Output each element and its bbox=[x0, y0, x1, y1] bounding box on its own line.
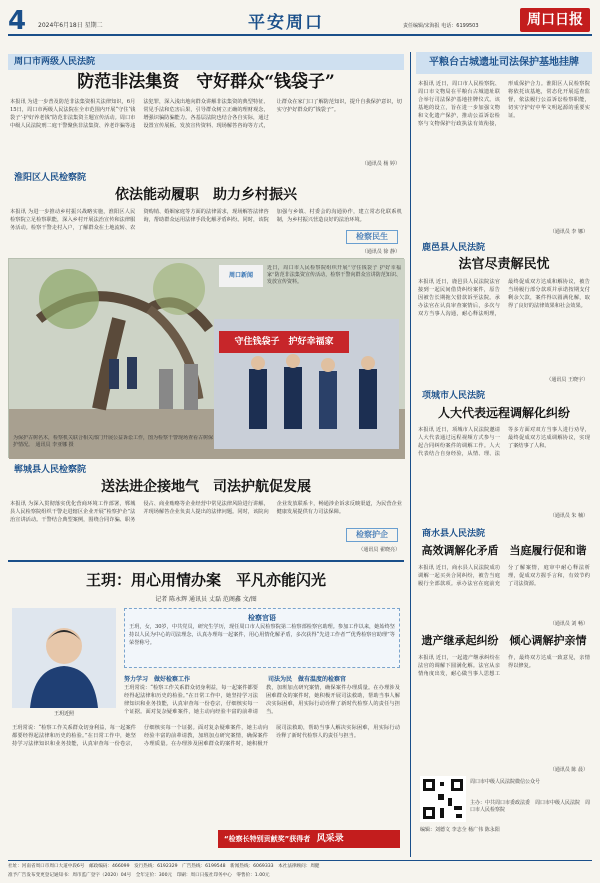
story7-body: 本报讯 近日，商水县人民法院成功调解一起买卖合同纠纷，被告当庭履行全部款项。承办法官在庭前充分了解案情，庭审中耐心释法析理，促成双方握手言和，有效节约了司法资源。 bbox=[418, 565, 590, 587]
feature-body: 王玥常说：“检察工作关系群众切身利益，每一起案件都要经得起法律和历史的检验。”在日常工作中，她坚持学习法律知识和业务技能，认真审查每一份卷宗，仔细核实每一个证据。面对复杂疑难案件，她主动向经验丰富的前辈请教，加班加点研究案情，确保案件办理质量。在办理涉及困难群众的案件时，她积极开展司法救助，帮助当事人解决实际困难，用实际行动诠释了新时代检察人的责任与担当。 bbox=[12, 725, 400, 747]
section-title: 平安周口 bbox=[248, 13, 324, 33]
story3-byline: （通讯员 翟晓亮） bbox=[358, 547, 400, 553]
feature-title: 王玥：用心用情办案 平凡亦能闪光 bbox=[85, 571, 326, 589]
story4-byline: （通讯员 李 娜） bbox=[549, 229, 588, 235]
masthead bbox=[8, 6, 592, 36]
banner-text: 守住钱袋子 护好幸福家 bbox=[234, 337, 334, 347]
qr-code bbox=[420, 776, 466, 822]
feature-byline: 记者 陈永辉 通讯员 丈磊 范阁鑫 文/图 bbox=[155, 596, 257, 603]
story1-byline: （通讯员 杨 婷） bbox=[361, 161, 400, 167]
paper-logo: 周口日报 bbox=[520, 8, 590, 32]
quote-body: 王玥，女，30岁，中共党员，研究生学历，现任周口市人民检察院第二检察部检察官助理。参加工作以来，她始终坚持以人民为中心的司法理念，认真办理每一起案件，用心用情化解矛盾，多次获得“先进工作者”“优秀检察官助理”等荣誉称号。 bbox=[129, 624, 395, 646]
story2-title: 依法能动履职 助力乡村振兴 bbox=[115, 187, 297, 203]
story4-title: 平粮台古城遗址司法保护基地挂牌 bbox=[416, 52, 592, 74]
story5-body: 本报讯 近日，鹿邑县人民法院法官接到一起民间借贷纠纷案件，原告因被告长期拖欠借款诉至法院。承办法官在认真审查案情后，多次与双方当事人沟通，耐心释法明理，最终促成双方达成和解协议，被告当场履行部分款项并承诺按期支付剩余欠款，案件得以圆满化解，取得了良好的法律效果和社会效果。 bbox=[418, 279, 590, 317]
portrait-photo bbox=[12, 608, 116, 708]
story6-title: 人大代表远程调解化纠纷 bbox=[437, 406, 570, 420]
xiangcheng-label: 项城市人民法院 bbox=[422, 391, 486, 401]
dancheng-label: 郸城县人民检察院 bbox=[14, 465, 87, 475]
shangshui-label: 商水县人民法院 bbox=[422, 529, 486, 539]
stamp-badge: 检察民生 bbox=[346, 230, 398, 244]
photo-area bbox=[8, 258, 404, 458]
story8-title: 遗产继承起纠纷 倾心调解护亲情 bbox=[421, 634, 587, 647]
feature-body-top: 王玥常说：“检察工作关系群众切身利益，每一起案件都要经得起法律和历史的检验。”在日常工作中，她坚持学习法律知识和业务技能，认真审查每一份卷宗，仔细核实每一个证据。面对复杂疑难案件，她主动向经验丰富的前辈请教，加班加点研究案情，确保案件办理质量。在办理涉及困难群众的案件时，她积极开展司法救助，帮助当事人解决实际困难，用实际行动诠释了新时代检察人的责任与担当。 bbox=[124, 685, 400, 715]
story1-body: 本报讯 为进一步普及防范非法集资相关法律知识，6月15日，周口市两级人民法院在全市范围内开展“守住‘钱袋子’·护好养老钱”防范非法集资主题宣传活动。周口市中级人民法院刑二庭干警聚焦非法集资、养老诈骗等违法犯罪，深入浅出地向群众讲解非法集资的典型特征、常见手法和危害后果，引导群众树立正确的理财观念，增强识骗防骗能力。各基层法院也结合各自实际，通过设置宣传展板、发放宣传资料、现场解答咨询等方式，让群众在家门口了解防范知识，提升自我保护意识，切实守护好群众的“钱袋子”。 bbox=[10, 99, 402, 129]
story7-byline: （通讯员 刘 畅） bbox=[549, 621, 588, 627]
story3-title: 送法进企接地气 司法护航促发展 bbox=[101, 479, 311, 495]
editor-credits: 编辑：刘德文 李志全 杨广伟 陈永阳 bbox=[420, 827, 500, 833]
story6-body: 本报讯 近日，项城市人民法院邀请人大代表通过远程视频方式参与一起合同纠纷案件的调解工作。人大代表结合自身经验，从情、理、法等多方面对双方当事人进行劝导，最终促成双方达成调解协议，实现了案结事了人和。 bbox=[418, 427, 590, 457]
story8-body: 本报讯 近日，一起遗产继承纠纷在法官的调解下圆满化解。法官从亲情角度出发，耐心做当事人思想工作，最终双方达成一致意见，亲情得以修复。 bbox=[418, 655, 590, 677]
court-label: 周口市两级人民法院 bbox=[8, 54, 404, 70]
photo-caption: 近日，周口市人民检察院组织开展“守住钱袋子 护好幸福家”防范非法集资宣传活动，检察干警向群众宣讲防范知识、发放宣传资料。 bbox=[267, 265, 401, 285]
story4-body: 本报讯 近日，周口市人民检察院、周口市文物局在平粮台古城遗址联合举行司法保护基地挂牌仪式。该基地的设立，旨在进一步加强文物和文化遗产保护，推动公益诉讼检察与文物保护行政执法有效衔接，形成保护合力。淮阳区人民检察院将依托该基地，常态化开展巡查监督，依法履行公益诉讼检察职能，切实守护好中华文明起源的重要实证。 bbox=[418, 81, 590, 127]
qr-label: 周口市中级人民法院微信公众号 bbox=[470, 779, 541, 785]
issue-date: 2024年6月18日 星期二 bbox=[38, 22, 103, 29]
quote-title: 检察官语 bbox=[248, 614, 276, 622]
footer-rule bbox=[8, 860, 592, 861]
sponsor-info: 主办：中共周口市委政法委 周口市中级人民法院 周口市人民检察院 bbox=[470, 800, 591, 813]
story2-body: 本报讯 为进一步推动乡村振兴战略实施，淮阳区人民检察院立足检察职能，深入乡村开展法治宣传和法律服务活动。检察干警走村入户，了解群众在土地流转、农资购销、婚姻家庭等方面的法律需求，现场解答法律咨询，帮助群众运用法律手段化解矛盾纠纷。同时，该院加强与乡镇、村委会的沟通协作，建立常态化联系机制，为乡村振兴营造良好的法治环境。 bbox=[10, 209, 402, 231]
story7-title: 高效调解化矛盾 当庭履行促和谐 bbox=[421, 544, 587, 557]
stamp-badge-2: 检察护企 bbox=[346, 528, 398, 542]
page-number: 4 bbox=[8, 6, 27, 36]
huaiyang-label: 淮阳区人民检察院 bbox=[14, 173, 87, 183]
story2-byline: （通讯员 徐 静） bbox=[361, 249, 400, 255]
footer-line-1: 社址：河南省周口市周口大道中段6号 邮政编码：466099 发行热线：6192329 广告热线：6199548 新闻热线：6069333 本社法律顾问：周健 bbox=[8, 864, 320, 869]
editor-info: 责任编辑/宋海报 电话：6199503 bbox=[403, 23, 479, 29]
award-name: 风采录 bbox=[316, 834, 344, 844]
footer-line-2: 准予广告发布变更登记通知书：周市监广登字（2020）04号 全年定价：300元 印刷：周口日报社印务中心 零售价：1.00元 bbox=[8, 873, 270, 878]
story5-title: 法官尽责解民忧 bbox=[458, 257, 550, 272]
portrait-caption: 王玥近照 bbox=[53, 711, 74, 717]
story8-byline: （通讯员 陈 晨） bbox=[549, 767, 588, 773]
section-label-2: 司法为民 做有温度的检察官 bbox=[268, 676, 347, 683]
feature-section bbox=[8, 560, 404, 854]
luyi-label: 鹿邑县人民法院 bbox=[422, 243, 486, 253]
story1-title: 防范非法集资 守好群众“钱袋子” bbox=[77, 72, 335, 92]
story5-byline: （通讯员 王晓宇） bbox=[546, 377, 588, 383]
column-divider bbox=[410, 52, 411, 857]
award-banner bbox=[218, 830, 400, 848]
award-label: “检察长特别贡献奖”获得者 bbox=[224, 835, 311, 843]
tree-caption: 为保护古树名木，检察机关联合相关部门开展公益诉讼工作，图为检察干警现场查看古树保护情况。 通讯员 李亚娜 摄 bbox=[13, 435, 213, 448]
quote-box bbox=[124, 608, 400, 668]
section-label-1: 努力学习 做好检察工作 bbox=[124, 676, 191, 683]
story3-body: 本报讯 为深入贯彻落实优化营商环境工作部署，郸城县人民检察院组织干警走进辖区企业开展“检察护企”法治宣讲活动。干警结合典型案例，围绕合同诈骗、职务侵占、商业贿赂等企业经营中常见法律风险进行讲解，并现场解答企业负责人提出的法律问题。同时，该院向企业发放联系卡，畅通涉企诉求反映渠道，为民营企业健康发展提供有力司法保障。 bbox=[10, 501, 402, 523]
photo-badge: 周口新闻 bbox=[219, 265, 263, 287]
story6-byline: （通讯员 朱 楠） bbox=[549, 513, 588, 519]
